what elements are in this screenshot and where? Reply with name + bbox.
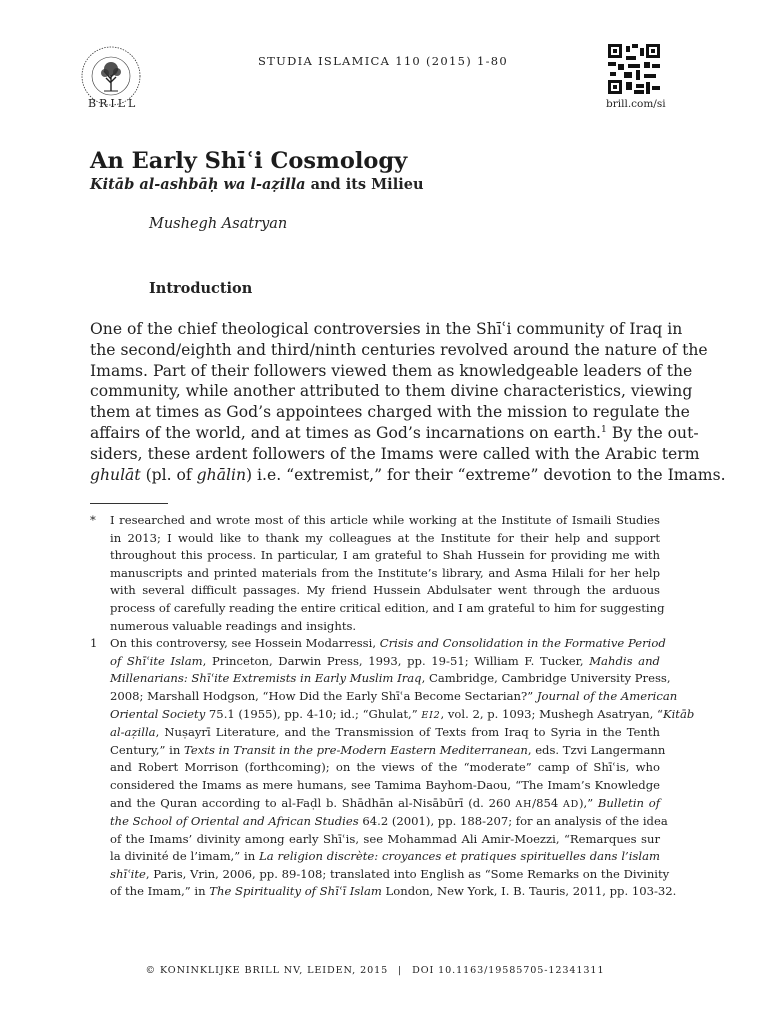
footnote-line: of the Imams’ divinity among early Shīʿis, see Mohammad Ali Amir-Moezzi, “Remarques sur	[110, 831, 660, 846]
footnote-line: I researched and wrote most of this article while working at the Institute of Ismaili Studies	[110, 513, 660, 527]
article-title: An Early Shīʿi Cosmology	[90, 148, 408, 174]
footnote-star	[90, 512, 665, 635]
journal-citation: STUDIA ISLAMICA 110 (2015) 1-80	[258, 54, 509, 68]
footnote-line: manuscripts and printed materials from the Institute’s library, and Asma Hilali for her help	[110, 565, 660, 580]
body-line: ghulāt (pl. of ghālin) i.e. “extremist,” for their “extreme” devotion to the Imams.	[90, 465, 726, 484]
footnote-line: considered the Imams as mere humans, see Tamima Bayhom-Daou, “The Imam’s Knowledge	[110, 777, 660, 792]
body-line: them at times as God’s appointees charged with the mission to regulate the	[90, 403, 690, 422]
footnote-line: with several difficult passages. My friend Hussein Abdulsater went through the arduous	[110, 583, 660, 598]
body-line: community, while another attributed to them divine characteristics, viewing	[90, 382, 693, 401]
footnote-line: la divinité de l’imam,” in La religion discrète: croyances et pratiques spirituelles dans l’islam	[110, 849, 660, 864]
section-heading: Introduction	[149, 280, 253, 297]
footnote-line: 2008; Marshall Hodgson, “How Did the Early Shīʿa Become Sectarian?” Journal of the American	[110, 688, 678, 703]
doi[interactable]: DOI 10.1163/19585705-12341311	[412, 965, 605, 976]
footnote-line: process of carefully reading the entire critical edition, and I am grateful to him for suggesting	[110, 600, 665, 615]
footnote-1	[90, 635, 695, 901]
page-footer	[90, 965, 660, 976]
body-line: affairs of the world, and at times as God’s incarnations on earth.$^1$ By the out-	[90, 423, 699, 442]
footnote-line: of Shīʿite Islam, Princeton, Darwin Press, 1993, pp. 19-51; William F. Tucker, Mahdis and	[110, 653, 660, 668]
footnote-line: On this controversy, see Hossein Modarressi, Crisis and Consolidation in the Formative Period	[110, 636, 666, 651]
footnote-line: Millenarians: Shīʿite Extremists in Early Muslim Iraq, Cambridge, Cambridge University Press,	[110, 671, 671, 686]
body-line: siders, these ardent followers of the Imams were called with the Arabic term	[90, 444, 700, 463]
footnote-line: Oriental Society 75.1 (1955), pp. 4-10; id.; “Ghulat,” EI2, vol. 2, p. 1093; Mushegh Asatryan, “Kitāb	[110, 706, 695, 721]
subtitle-rest: and its Milieu	[305, 176, 424, 193]
footnote-line: of the Imam,” in The Spirituality of Shīʿī Islam London, New York, I. B. Tauris, 2011, pp. 103-32.	[110, 884, 677, 899]
footnote-ref-1[interactable]: 1	[600, 423, 607, 435]
footer-separator: |	[398, 965, 403, 976]
footnote-mark: 1	[90, 636, 98, 651]
footnote-line: throughout this process. In particular, I am grateful to Shah Hussein for providing me with	[110, 548, 660, 563]
footnote-line: Century,” in Texts in Transit in the pre-Modern Eastern Mediterranean, eds. Tzvi Langermann	[110, 742, 666, 757]
footnote-line: in 2013; I would like to thank my colleagues at the Institute for their help and support	[110, 530, 660, 545]
footnote-mark: *	[90, 513, 96, 527]
footnote-rule	[90, 503, 168, 504]
footnote-line: and the Quran according to al-Faḍl b. Shādhān al-Nisābūrī (d. 260 AH/854 AD),” Bulletin of	[110, 795, 660, 810]
body-line: the second/eighth and third/ninth centuries revolved around the nature of the	[90, 340, 708, 359]
footnotes	[90, 512, 695, 901]
journal-url[interactable]: brill.com/si	[606, 98, 666, 110]
footnote-line: al-aẓilla, Nuṣayrī Literature, and the Transmission of Texts from Iraq to Syria in the Tenth	[110, 725, 660, 740]
copyright: © KONINKLIJKE BRILL NV, LEIDEN, 2015	[145, 965, 389, 976]
author-name: Mushegh Asatryan	[149, 216, 288, 232]
subtitle-italic: Kitāb al-ashbāḥ wa l-aẓilla	[90, 176, 306, 193]
body-paragraph	[90, 319, 726, 485]
publisher-wordmark: BRILL	[88, 97, 139, 110]
article-subtitle	[90, 176, 423, 193]
footnote-line: and Robert Morrison (forthcoming); on the views of the “moderate” camp of Shīʿis, who	[110, 760, 660, 775]
body-line: Imams. Part of their followers viewed them as knowledgeable leaders of the	[90, 361, 693, 380]
qr-code-icon	[608, 44, 660, 94]
footnote-line: the School of Oriental and African Studies 64.2 (2001), pp. 188-207; for an analysis of the idea	[110, 814, 668, 829]
footnote-line: shīʿite, Paris, Vrin, 2006, pp. 89-108; translated into English as “Some Remarks on the Divinity	[110, 866, 670, 881]
body-line: One of the chief theological controversies in the Shīʿi community of Iraq in	[90, 320, 683, 338]
footnote-line: numerous valuable readings and insights.	[110, 618, 357, 633]
